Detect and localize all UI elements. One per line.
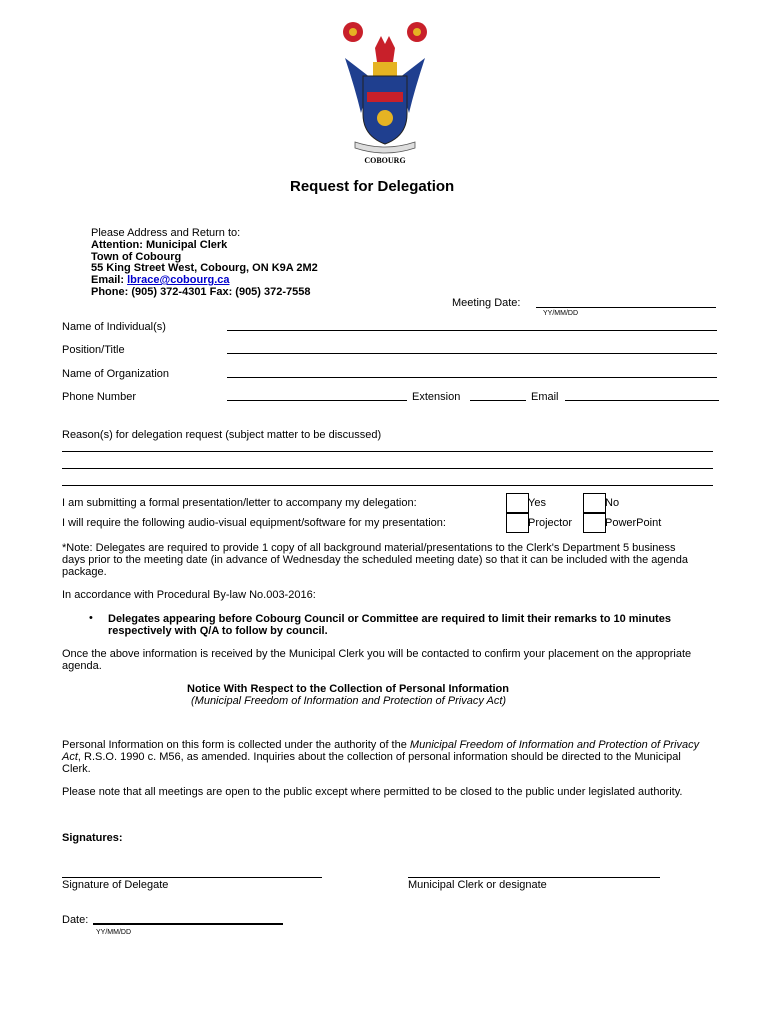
email-field-label: Email <box>531 391 559 403</box>
page-title: Request for Delegation <box>290 178 455 195</box>
email-field[interactable] <box>565 400 719 401</box>
cobourg-crest-logo <box>335 18 435 166</box>
personal-p2: , R.S.O. 1990 c. M56, as amended. Inquiries about the collection of personal information should be directed to the Municipal Clerk. <box>62 751 681 775</box>
email-label: Email: <box>91 274 128 287</box>
date-format: YY/MM/DD <box>96 929 131 936</box>
address-phone: Phone: (905) 372-4301 Fax: (905) 372-7558 <box>91 285 311 298</box>
name-label: Name of Individual(s) <box>62 321 166 333</box>
bullet-text: Delegates appearing before Cobourg Council or Committee are required to limit their remarks to 10 minutes respectively with Q/A to follow by council. <box>108 613 671 637</box>
projector-checkbox[interactable] <box>506 513 529 533</box>
clerk-signature-label: Municipal Clerk or designate <box>408 879 547 891</box>
meeting-date-field[interactable] <box>536 307 716 308</box>
powerpoint-checkbox[interactable] <box>583 513 606 533</box>
meeting-date-label: Meeting Date: <box>452 297 521 309</box>
address-block <box>91 228 318 299</box>
reason-line-2[interactable] <box>62 468 713 469</box>
organization-label: Name of Organization <box>62 368 169 380</box>
notice-subheading: (Municipal Freedom of Information and Protection of Privacy Act) <box>191 695 507 707</box>
meetings-open-paragraph: Please note that all meetings are open to the public except where permitted to be closed to the public under legislated authority. <box>62 786 683 798</box>
phone-label: Phone Number <box>62 391 136 403</box>
date-field[interactable] <box>93 923 283 925</box>
phone-field[interactable] <box>227 400 407 401</box>
personal-p1: Personal Information on this form is collected under the authority of the <box>62 739 410 751</box>
address-street: 55 King Street West, Cobourg, ON K9A 2M2 <box>91 262 318 275</box>
extension-field[interactable] <box>470 400 526 401</box>
name-field[interactable] <box>227 330 717 331</box>
reason-line-3[interactable] <box>62 485 713 486</box>
notice-heading: Notice With Respect to the Collection of Personal Information <box>187 683 509 695</box>
presentation-question: I am submitting a formal presentation/letter to accompany my delegation: <box>62 497 417 509</box>
presentation-yes-checkbox[interactable] <box>506 493 529 513</box>
bullet-dot: • <box>89 612 93 624</box>
once-paragraph: Once the above information is received by the Municipal Clerk you will be contacted to confirm your placement on the appropriate agenda. <box>62 648 692 672</box>
address-intro: Please Address and Return to: <box>91 227 241 239</box>
reason-label: Reason(s) for delegation request (subject matter to be discussed) <box>62 429 382 441</box>
extension-label: Extension <box>412 391 461 403</box>
signatures-heading: Signatures: <box>62 832 123 844</box>
position-field[interactable] <box>227 353 717 354</box>
crest-wordmark: COBOURG <box>364 156 406 165</box>
clerk-signature-field[interactable] <box>408 877 660 878</box>
date-label: Date: <box>62 914 89 926</box>
delegate-signature-field[interactable] <box>62 877 322 878</box>
position-label: Position/Title <box>62 344 125 356</box>
presentation-no-label: No <box>605 497 620 509</box>
email-link[interactable]: lbrace@cobourg.ca <box>127 274 230 287</box>
reason-line-1[interactable] <box>62 451 713 452</box>
presentation-yes-label: Yes <box>528 497 546 509</box>
address-town: Town of Cobourg <box>91 250 182 263</box>
personal-paragraph <box>62 739 702 775</box>
personal-act: Municipal Freedom of Information and Protection of Privacy Act <box>62 739 700 763</box>
av-question: I will require the following audio-visual equipment/software for my presentation: <box>62 517 446 529</box>
note-paragraph: *Note: Delegates are required to provide 1 copy of all background material/presentations to the Clerk's Department 5 business days prior to the meeting date (in advance of Wednesday the scheduled meeting date) so that it can be included with the agenda package. <box>62 542 688 578</box>
powerpoint-label: PowerPoint <box>605 517 662 529</box>
bylaw-text: In accordance with Procedural By-law No.003-2016: <box>62 589 316 601</box>
meeting-date-format: YY/MM/DD <box>543 310 578 317</box>
delegate-signature-label: Signature of Delegate <box>62 879 169 891</box>
presentation-no-checkbox[interactable] <box>583 493 606 513</box>
organization-field[interactable] <box>227 377 717 378</box>
projector-label: Projector <box>528 517 573 529</box>
address-attention: Attention: Municipal Clerk <box>91 238 228 251</box>
